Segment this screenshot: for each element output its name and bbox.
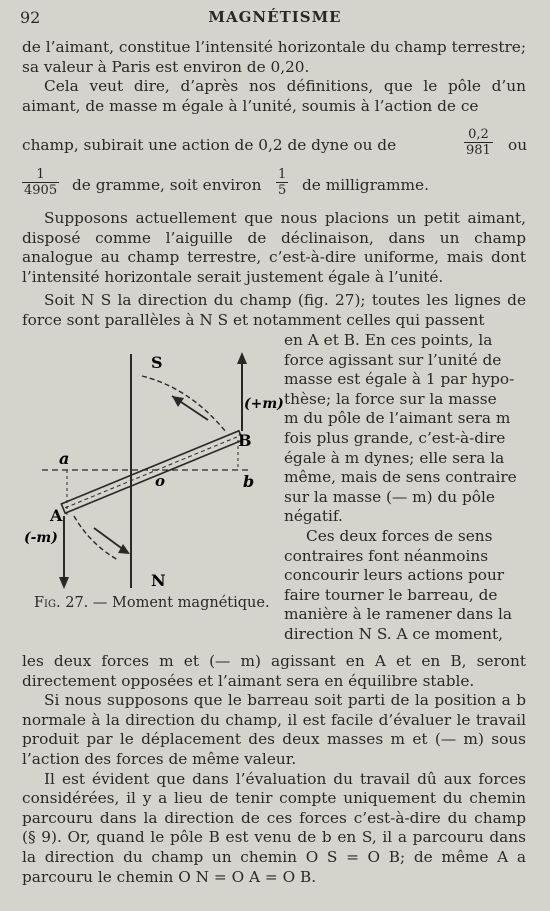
arrowhead-up xyxy=(237,352,247,364)
fraction-1-over-4905 xyxy=(22,168,59,198)
paragraph-4-full: Soit N S la direction du champ (fig. 27); toutes les lignes de force sont parallèles à N S et notamment celles qui passent xyxy=(22,291,526,329)
label-pole-b: B xyxy=(238,431,252,450)
magnet-bar xyxy=(61,431,242,513)
column-line: en A et B. En ces points, la xyxy=(284,331,493,349)
magnet-axis xyxy=(65,436,239,508)
fraction-line-1-end: ou xyxy=(508,136,528,154)
column-line: négatif. xyxy=(284,507,343,526)
column-line: faire tourner le barreau, de xyxy=(284,585,498,604)
page-number: 92 xyxy=(20,8,41,27)
page-header xyxy=(0,8,550,30)
paragraph-1: de l’aimant, constitue l’intensité horizontale du champ terrestre; sa valeur à Paris est environ de 0,20. xyxy=(22,38,526,76)
fraction-numerator: 0,2 xyxy=(468,127,489,142)
figure-magnetic-moment xyxy=(22,346,284,622)
fraction-line-2-text: de gramme, soit environ xyxy=(72,176,262,194)
fraction-line-1-text: champ, subirait une action de 0,2 de dyne ou de xyxy=(22,136,397,154)
figure-caption-text: — Moment magnétique. xyxy=(92,595,270,611)
column-line: Ces deux forces de sens xyxy=(306,526,493,545)
label-plus-m: (+m) xyxy=(244,396,284,412)
paragraph-7: Il est évident que dans l’évaluation du travail dû aux forces considérées, il y a lieu de tenir compte uniquement du chemin parcouru dans la direction de ces forces c’est-à-dire du champ (§ 9). Or, quand le pôle B est venu de b en S, il a parcouru dans la direction du champ un chemin O S = O B; de même A a parcouru le chemin O N = O A = O B. xyxy=(22,769,526,886)
fraction-line-2-end: de milligramme. xyxy=(302,176,429,194)
rotation-arrowhead-bottom xyxy=(118,544,130,554)
text-block-2 xyxy=(22,209,526,287)
column-line: m du pôle de l’aimant sera m xyxy=(284,409,511,428)
fraction-lines xyxy=(22,124,526,198)
column-line: manière à le ramener dans la xyxy=(284,605,512,624)
paragraph-3: Supposons actuellement que nous placions un petit aimant, disposé comme l’aiguille de déclinaison, dans un champ analogue au champ terrestre, c’est-à-dire uniforme, mais dont l’intensité horizontale serait justement égale à l’unité. xyxy=(22,209,526,286)
label-s: S xyxy=(151,353,163,372)
label-b-low: b xyxy=(243,472,255,491)
arrowhead-down xyxy=(59,577,69,589)
text-block-3 xyxy=(22,291,526,330)
paragraph-6: Si nous supposons que le barreau soit parti de la position a b normale à la direction du champ, il est facile d’évaluer le travail produit par le déplacement des deux masses m et (— m) sous l’action des forces de même valeur. xyxy=(22,691,526,768)
fraction-denominator: 981 xyxy=(466,143,491,158)
running-title: MAGNÉTISME xyxy=(208,8,342,26)
figure-number: Fig. 27. xyxy=(34,595,89,611)
label-a-low: a xyxy=(59,449,70,468)
rotation-path-bottom xyxy=(74,516,118,560)
column-line: contraires font néanmoins xyxy=(284,546,489,565)
fraction-numerator: 1 xyxy=(36,167,45,182)
label-n: N xyxy=(151,571,166,590)
column-line: thèse; la force sur la masse xyxy=(284,389,497,408)
column-line: force agissant sur l’unité de xyxy=(284,350,502,369)
paragraph-2: Cela veut dire, d’après nos définitions, que le pôle d’un aimant, de masse m égale à l’unité, soumis à l’action de ce xyxy=(22,77,526,115)
fraction-1-over-5 xyxy=(276,168,288,198)
paragraph-5: les deux forces m et (— m) agissant en A et en B, seront directement opposées et l’aimant sera en équilibre stable. xyxy=(22,652,526,690)
column-line: direction N S. A ce moment, xyxy=(284,624,504,643)
rotation-arrowhead-top xyxy=(172,396,184,407)
column-line: masse est égale à 1 par hypo- xyxy=(284,370,515,389)
column-line: même, mais de sens contraire xyxy=(284,468,517,487)
label-pole-a: A xyxy=(50,506,63,525)
fraction-numerator: 1 xyxy=(278,167,287,182)
column-line: concourir leurs actions pour xyxy=(284,566,505,585)
column-line: sur la masse (— m) du pôle xyxy=(284,487,495,506)
column-line: fois plus grande, c’est-à-dire xyxy=(284,428,506,447)
label-o: o xyxy=(155,472,166,490)
rotation-arrow-bottom xyxy=(94,528,124,550)
fraction-denominator: 5 xyxy=(278,183,287,198)
label-minus-m: (-m) xyxy=(24,530,58,546)
text-block-bottom xyxy=(22,652,526,887)
text-column-beside-figure xyxy=(284,331,526,645)
fraction-denominator: 4905 xyxy=(24,183,58,198)
figure-caption xyxy=(34,595,270,611)
fraction-0-2-over-981 xyxy=(464,128,493,158)
column-line: égale à m dynes; elle sera la xyxy=(284,448,505,467)
text-block-top xyxy=(22,38,526,116)
